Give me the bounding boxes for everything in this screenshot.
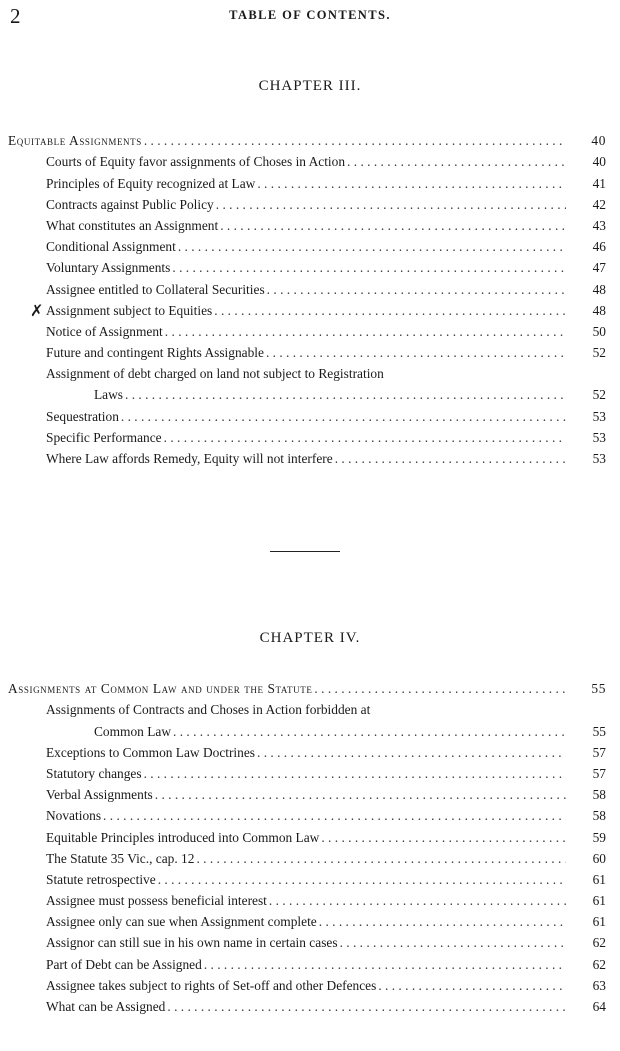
entry-title: Part of Debt can be Assigned <box>46 956 202 972</box>
entry-title: Voluntary Assignments <box>46 260 171 276</box>
toc-entry <box>0 192 620 213</box>
toc-entry <box>0 361 620 382</box>
entry-title: Assignor can still sue in his own name in certain cases <box>46 935 338 951</box>
toc-entry <box>0 846 620 867</box>
entry-page: 58 <box>592 787 606 803</box>
dot-leader <box>378 978 566 994</box>
toc-list-chapter-3 <box>0 128 620 467</box>
toc-entry <box>0 276 620 297</box>
toc-entry <box>0 319 620 340</box>
entry-title: Principles of Equity recognized at Law <box>46 175 256 191</box>
entry-title: Courts of Equity favor assignments of Choses in Action <box>46 154 346 170</box>
dot-leader <box>267 282 566 298</box>
dot-leader <box>178 239 566 255</box>
entry-page: 53 <box>592 408 606 424</box>
page-number: 2 <box>10 4 21 28</box>
handwritten-check-mark: ✗ <box>30 300 44 320</box>
dot-leader <box>314 681 566 697</box>
toc-entry <box>0 676 620 697</box>
dot-leader <box>144 766 566 782</box>
toc-entry <box>0 170 620 191</box>
entry-page: 60 <box>592 850 606 866</box>
toc-entry <box>0 128 620 149</box>
toc-entry <box>0 803 620 824</box>
dot-leader <box>321 830 566 846</box>
entry-page: 63 <box>592 977 606 993</box>
toc-entry <box>0 340 620 361</box>
entry-title: Laws <box>94 387 124 403</box>
dot-leader <box>167 999 566 1015</box>
entry-title: Notice of Assignment <box>46 323 163 339</box>
entry-title: What can be Assigned <box>46 999 166 1014</box>
dot-leader <box>158 872 566 888</box>
entry-page: 52 <box>592 387 606 403</box>
entry-page: 55 <box>592 723 606 739</box>
dot-leader <box>220 218 566 234</box>
dot-leader <box>335 451 566 467</box>
toc-entry <box>0 213 620 234</box>
entry-page: 64 <box>592 999 606 1014</box>
dot-leader <box>165 324 566 340</box>
dot-leader <box>319 914 566 930</box>
dot-leader <box>103 808 566 824</box>
toc-entry <box>0 867 620 888</box>
entry-title: Assignee only can sue when Assignment complete <box>46 914 317 930</box>
entry-title: Contracts against Public Policy <box>46 196 214 212</box>
toc-entry <box>0 403 620 424</box>
section-divider <box>270 551 340 552</box>
dot-leader <box>214 303 566 319</box>
dot-leader <box>257 745 566 761</box>
entry-title: Assignee must possess beneficial interest <box>46 893 267 909</box>
entry-page: 53 <box>592 429 606 445</box>
toc-entry <box>0 951 620 972</box>
toc-entry <box>0 888 620 909</box>
entry-title: Future and contingent Rights Assignable <box>46 345 264 361</box>
entry-page: 43 <box>592 217 606 233</box>
entry-page: 61 <box>592 871 606 887</box>
entry-page: 58 <box>592 808 606 824</box>
entry-page: 61 <box>592 893 606 909</box>
entry-title: Conditional Assignment <box>46 239 176 255</box>
entry-page: 40 <box>591 133 606 149</box>
dot-leader <box>125 387 566 403</box>
entry-page: 48 <box>592 302 606 318</box>
entry-title: Assignment of debt charged on land not subject to Registration <box>46 366 384 382</box>
dot-leader <box>257 176 566 192</box>
entry-title: What constitutes an Assignment <box>46 217 219 233</box>
dot-leader <box>144 133 566 149</box>
toc-entry <box>0 234 620 255</box>
entry-title: Statutory changes <box>46 765 142 781</box>
entry-page: 59 <box>592 829 606 845</box>
entry-page: 57 <box>592 744 606 760</box>
entry-title: Assignee takes subject to rights of Set-off and other Defences <box>46 977 377 993</box>
toc-entry <box>0 697 620 718</box>
entry-page: 52 <box>592 345 606 361</box>
entry-title: Common Law <box>94 723 171 739</box>
dot-leader <box>269 893 566 909</box>
entry-page: 57 <box>592 765 606 781</box>
entry-title: The Statute 35 Vic., cap. 12 <box>46 850 195 866</box>
entry-page: 62 <box>592 935 606 951</box>
toc-list-chapter-4 <box>0 676 620 1015</box>
toc-entry <box>0 824 620 845</box>
entry-page: 47 <box>592 260 606 276</box>
entry-title: Assignments at Common Law and under the Statute <box>8 681 313 697</box>
entry-title: Equitable Assignments <box>8 133 142 149</box>
toc-entry <box>0 909 620 930</box>
entry-title: Where Law affords Remedy, Equity will not interfere <box>46 451 333 466</box>
entry-title: Exceptions to Common Law Doctrines <box>46 744 256 760</box>
entry-title: Statute retrospective <box>46 871 156 887</box>
running-title: TABLE OF CONTENTS. <box>229 8 391 22</box>
dot-leader <box>172 260 566 276</box>
toc-entry <box>0 425 620 446</box>
entry-title: Assignment subject to Equities <box>46 302 213 318</box>
toc-entry <box>0 973 620 994</box>
entry-page: 40 <box>592 154 606 170</box>
dot-leader <box>155 787 566 803</box>
dot-leader <box>266 345 566 361</box>
chapter-heading: CHAPTER IV. <box>259 630 361 646</box>
entry-title: Sequestration <box>46 408 119 424</box>
dot-leader <box>347 154 566 170</box>
toc-entry <box>0 782 620 803</box>
entry-page: 62 <box>592 956 606 972</box>
dot-leader <box>164 430 566 446</box>
dot-leader <box>121 409 566 425</box>
entry-title: Novations <box>46 808 102 824</box>
entry-page: 53 <box>592 451 606 466</box>
entry-title: Assignments of Contracts and Choses in Action forbidden at <box>46 702 371 718</box>
dot-leader <box>216 197 566 213</box>
toc-entry <box>0 930 620 951</box>
toc-entry <box>0 761 620 782</box>
toc-entry <box>0 446 620 467</box>
dot-leader <box>340 935 566 951</box>
toc-entry <box>0 298 620 319</box>
toc-entry <box>0 255 620 276</box>
toc-entry <box>0 994 620 1015</box>
entry-page: 41 <box>592 175 606 191</box>
toc-entry <box>0 718 620 739</box>
entry-title: Specific Performance <box>46 429 162 445</box>
dot-leader <box>204 957 566 973</box>
entry-page: 48 <box>592 281 606 297</box>
toc-entry <box>0 382 620 403</box>
entry-title: Equitable Principles introduced into Common Law <box>46 829 320 845</box>
entry-page: 55 <box>591 681 606 697</box>
entry-page: 50 <box>592 323 606 339</box>
entry-page: 42 <box>592 196 606 212</box>
toc-entry <box>0 740 620 761</box>
entry-title: Verbal Assignments <box>46 787 153 803</box>
dot-leader <box>196 851 566 867</box>
entry-title: Assignee entitled to Collateral Securities <box>46 281 265 297</box>
chapter-heading: CHAPTER III. <box>258 78 362 94</box>
entry-page: 61 <box>592 914 606 930</box>
entry-page: 46 <box>592 239 606 255</box>
dot-leader <box>173 724 566 740</box>
toc-entry <box>0 149 620 170</box>
